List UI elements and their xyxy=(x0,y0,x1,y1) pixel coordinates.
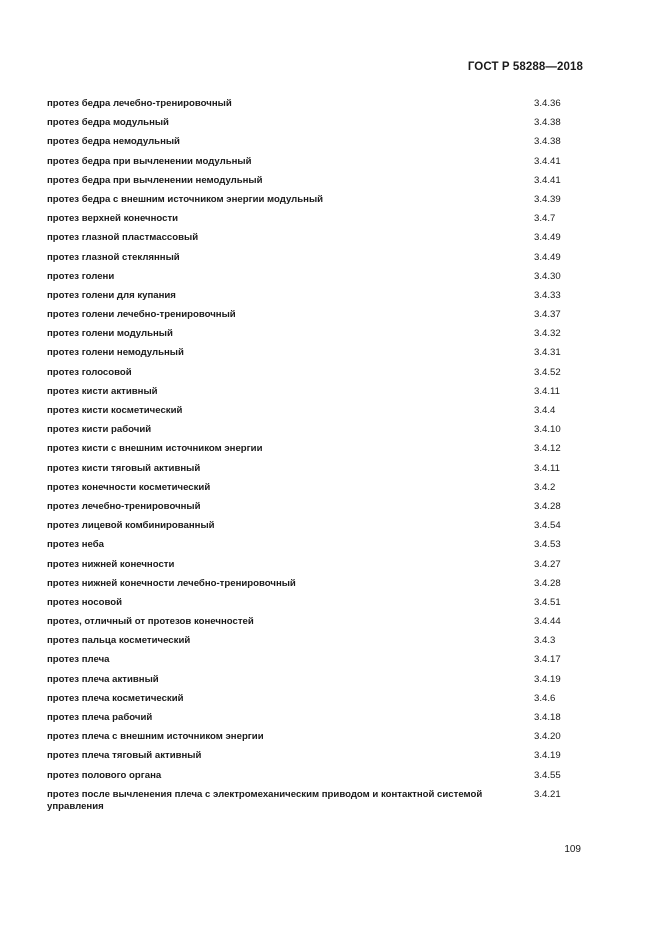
index-reference: 3.4.54 xyxy=(534,520,561,532)
index-entry xyxy=(47,154,587,173)
index-term: протез носовой xyxy=(47,596,122,608)
index-reference: 3.4.20 xyxy=(534,731,561,743)
index-reference: 3.4.30 xyxy=(534,270,561,282)
index-entry xyxy=(47,345,587,364)
index-term: протез конечности косметический xyxy=(47,481,211,493)
index-reference: 3.4.39 xyxy=(534,193,561,205)
index-reference: 3.4.49 xyxy=(534,251,561,263)
index-term: протез плеча тяговый активный xyxy=(47,750,202,762)
index-term: протез полового органа xyxy=(47,769,162,781)
index-term: протез бедра лечебно-тренировочный xyxy=(47,98,232,109)
index-reference: 3.4.17 xyxy=(534,654,561,666)
index-entry xyxy=(47,115,587,134)
index-term: протез кисти тяговый активный xyxy=(47,462,201,474)
index-term: протез голени для купания xyxy=(47,289,176,301)
index-entry xyxy=(47,557,587,576)
index-entry xyxy=(47,211,587,230)
index-entry xyxy=(47,403,587,422)
index-term: протез кисти активный xyxy=(47,385,158,397)
index-term: протез кисти косметический xyxy=(47,405,183,416)
index-reference: 3.4.28 xyxy=(534,577,561,589)
page-number: 109 xyxy=(564,844,581,855)
index-entry xyxy=(47,633,587,652)
index-term: протез верхней конечности xyxy=(47,213,179,225)
index-reference: 3.4.12 xyxy=(534,443,561,455)
index-entry xyxy=(47,192,587,211)
document-standard-header: ГОСТ Р 58288—2018 xyxy=(467,61,583,73)
index-term: протез глазной пластмассовый xyxy=(47,232,199,244)
index-reference: 3.4.19 xyxy=(534,673,561,685)
index-term: протез лицевой комбинированный xyxy=(47,520,215,532)
index-term: протез голени модульный xyxy=(47,328,173,340)
index-reference: 3.4.21 xyxy=(534,788,561,800)
index-entry xyxy=(47,672,587,691)
index-entry xyxy=(47,250,587,269)
index-term: протез бедра модульный xyxy=(47,117,169,129)
index-entry xyxy=(47,365,587,384)
index-term: протез бедра при вычленении модульный xyxy=(47,155,252,167)
index-term: протез голени xyxy=(47,270,115,282)
index-term: протез голени немодульный xyxy=(47,347,184,359)
index-term: протез лечебно-тренировочный xyxy=(47,500,201,512)
index-entry xyxy=(47,441,587,460)
index-entry xyxy=(47,269,587,288)
index-reference: 3.4.31 xyxy=(534,347,561,359)
index-entry xyxy=(47,652,587,671)
index-reference: 3.4.6 xyxy=(534,692,556,704)
index-reference: 3.4.44 xyxy=(534,616,561,628)
index-reference: 3.4.51 xyxy=(534,596,561,608)
index-entry xyxy=(47,480,587,499)
index-reference: 3.4.2 xyxy=(534,481,556,493)
index-reference: 3.4.36 xyxy=(534,98,561,109)
index-reference: 3.4.11 xyxy=(534,385,560,397)
index-term: протез бедра с внешним источником энергии модульный xyxy=(47,193,324,205)
index-term: протез бедра немодульный xyxy=(47,136,180,148)
index-term: протез плеча xyxy=(47,654,110,666)
index-entry xyxy=(47,384,587,403)
index-reference: 3.4.38 xyxy=(534,117,561,129)
index-reference: 3.4.33 xyxy=(534,289,561,301)
index-term: протез плеча косметический xyxy=(47,692,184,704)
index-term: протез голосовой xyxy=(47,366,132,378)
index-term: протез плеча активный xyxy=(47,673,159,685)
index-reference: 3.4.52 xyxy=(534,366,561,378)
index-entry xyxy=(47,134,587,153)
index-entry xyxy=(47,748,587,767)
index-entry xyxy=(47,729,587,748)
index-term: протез после вычленения плеча с электромеханическим приводом и контактной системой управления xyxy=(47,788,483,812)
index-entry xyxy=(47,710,587,729)
index-term: протез пальца косметический xyxy=(47,635,191,647)
index-entry xyxy=(47,576,587,595)
index-reference: 3.4.10 xyxy=(534,424,561,436)
index-term: протез нижней конечности xyxy=(47,558,175,570)
index-term: протез кисти с внешним источником энергии xyxy=(47,443,263,455)
index-term: протез, отличный от протезов конечностей xyxy=(47,616,254,628)
term-index-list xyxy=(47,96,587,815)
index-term: протез плеча рабочий xyxy=(47,712,153,723)
index-entry xyxy=(47,230,587,249)
index-entry xyxy=(47,326,587,345)
index-entry xyxy=(47,768,587,787)
index-term: протез неба xyxy=(47,539,105,551)
index-reference: 3.4.41 xyxy=(534,174,561,186)
index-reference: 3.4.3 xyxy=(534,635,556,647)
index-entry xyxy=(47,787,587,815)
index-entry xyxy=(47,537,587,556)
index-reference: 3.4.41 xyxy=(534,155,561,167)
index-reference: 3.4.4 xyxy=(534,405,556,416)
index-entry xyxy=(47,595,587,614)
index-entry xyxy=(47,691,587,710)
index-reference: 3.4.19 xyxy=(534,750,561,762)
index-reference: 3.4.28 xyxy=(534,500,561,512)
index-reference: 3.4.53 xyxy=(534,539,561,551)
index-term: протез плеча с внешним источником энергии xyxy=(47,731,264,743)
index-term: протез нижней конечности лечебно-тренировочный xyxy=(47,577,296,589)
index-reference: 3.4.49 xyxy=(534,232,561,244)
index-entry xyxy=(47,288,587,307)
index-reference: 3.4.38 xyxy=(534,136,561,148)
index-reference: 3.4.27 xyxy=(534,558,561,570)
index-entry xyxy=(47,461,587,480)
index-entry xyxy=(47,422,587,441)
index-reference: 3.4.7 xyxy=(534,213,556,225)
index-reference: 3.4.55 xyxy=(534,769,561,781)
index-entry xyxy=(47,614,587,633)
index-reference: 3.4.11 xyxy=(534,462,560,474)
index-reference: 3.4.32 xyxy=(534,328,561,340)
index-entry xyxy=(47,307,587,326)
index-term: протез голени лечебно-тренировочный xyxy=(47,309,236,321)
index-term: протез глазной стеклянный xyxy=(47,251,180,263)
index-reference: 3.4.37 xyxy=(534,309,561,321)
index-term: протез бедра при вычленении немодульный xyxy=(47,174,263,186)
index-term: протез кисти рабочий xyxy=(47,424,152,436)
index-entry xyxy=(47,173,587,192)
index-entry xyxy=(47,518,587,537)
index-entry xyxy=(47,96,587,115)
index-entry xyxy=(47,499,587,518)
index-reference: 3.4.18 xyxy=(534,712,561,723)
